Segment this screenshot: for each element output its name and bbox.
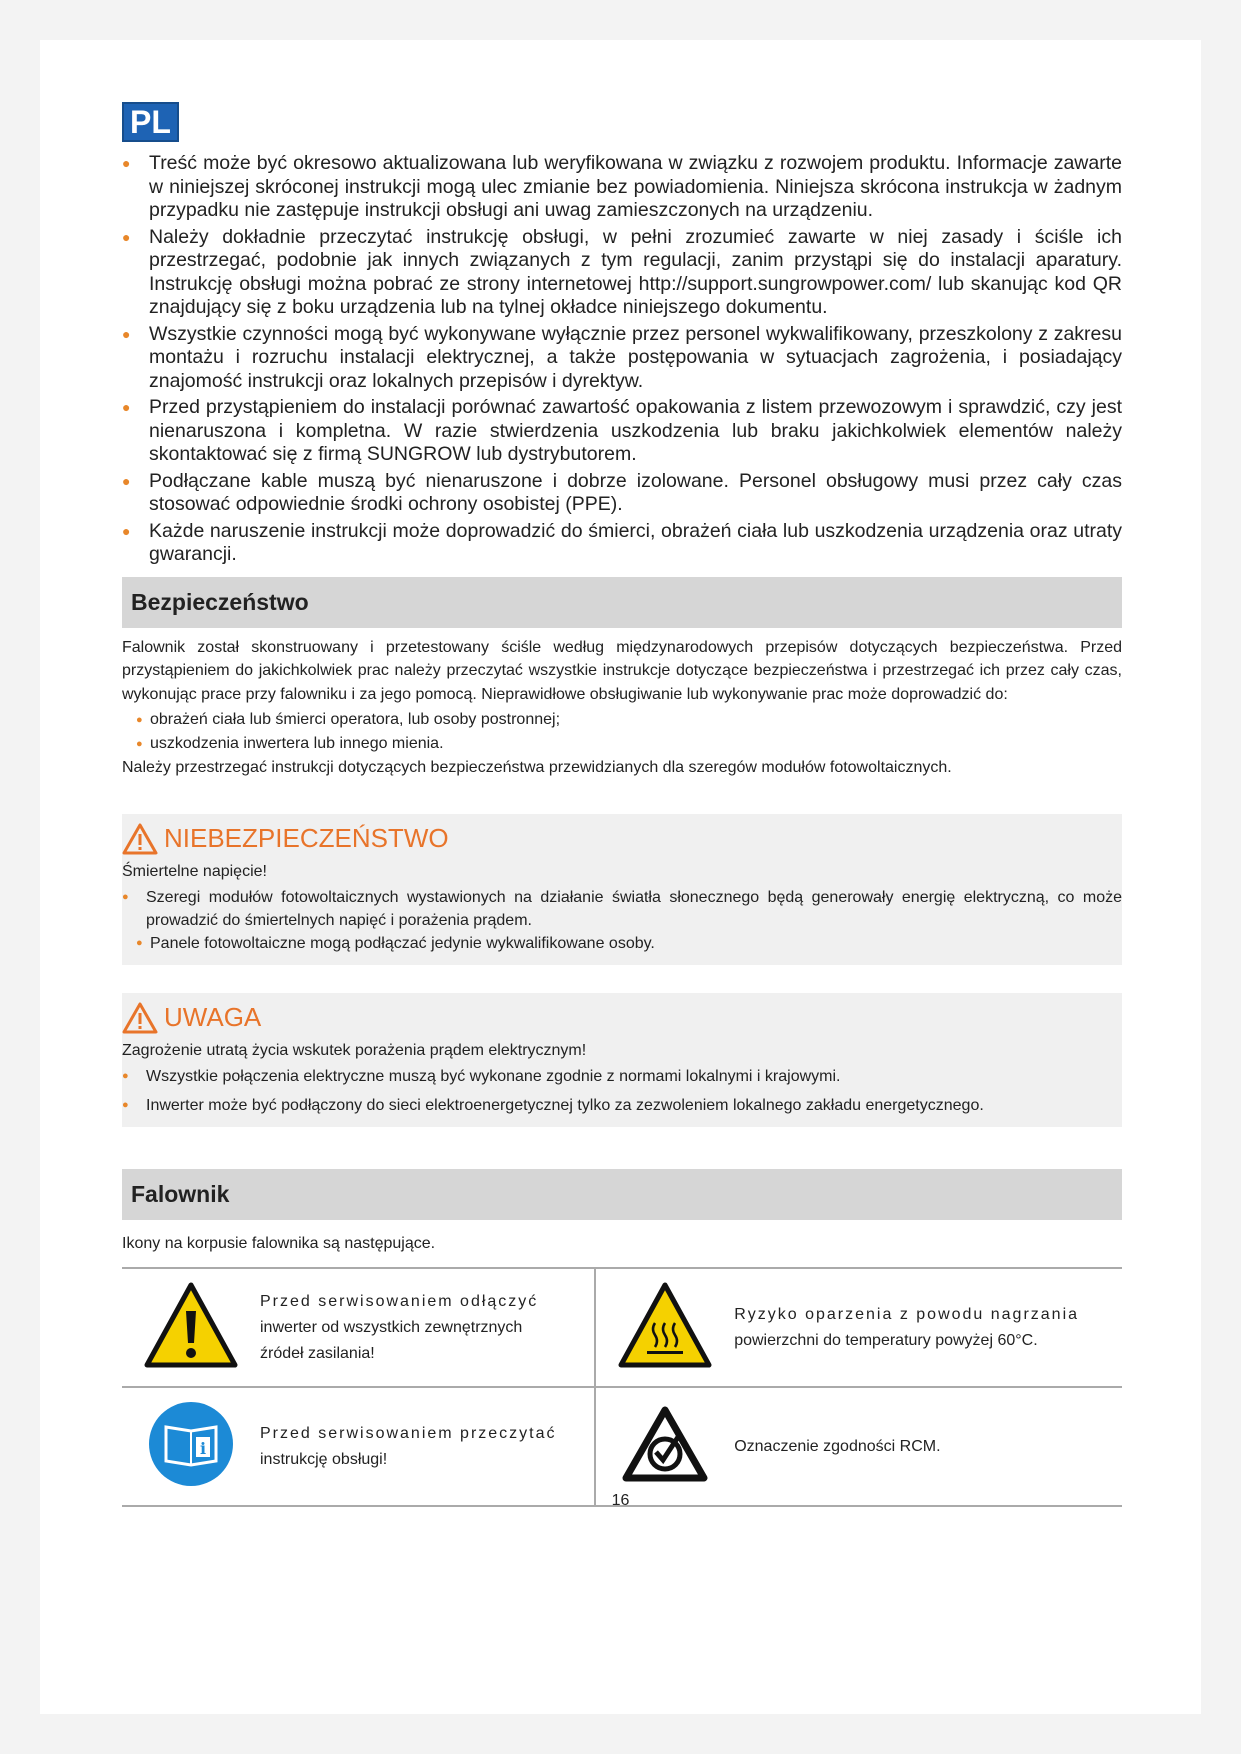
warning-sign-icon <box>143 1281 239 1369</box>
content <box>122 102 1122 1507</box>
inverter-icons-table <box>122 1267 1122 1507</box>
read-manual-icon <box>146 1399 236 1489</box>
caution-bullet: ● Inwerter może być podłączony do sieci elektroenergetycznej tylko za zezwoleniem lokalnego zakładu energetycznego. <box>122 1094 1122 1117</box>
danger-bullet: ● Panele fotowoltaiczne mogą podłączać jedynie wykwalifikowane osoby. <box>122 932 1122 955</box>
intro-bullet: ● Każde naruszenie instrukcji może doprowadzić do śmierci, obrażeń ciała lub uszkodzenia urządzenia oraz utraty gwarancji. <box>122 520 1122 567</box>
intro-bullet: ● Podłączane kable muszą być nienaruszone i dobrze izolowane. Personel obsługowy musi przez cały czas stosować odpowiednie środki ochrony osobistej (PPE). <box>122 470 1122 517</box>
icon-cell <box>122 1268 259 1387</box>
safety-bullet-list <box>122 708 1122 756</box>
danger-title-row <box>122 820 1122 858</box>
icon-description-line: Ryzyko oparzenia z powodu nagrzania <box>734 1305 1080 1323</box>
intro-bullet: ● Wszystkie czynności mogą być wykonywane wyłącznie przez personel wykwalifikowany, przeszkolony z zakresu montażu i rozruchu instalacji elektrycznej, a także postępowania w sytuacjach zagrożenia, i posiadający znajomość instrukcji oraz lokalnych przepisów i dyrektyw. <box>122 323 1122 394</box>
svg-text:i: i <box>199 1439 206 1458</box>
icon-description-line: instrukcję obsługi! <box>260 1450 388 1468</box>
caution-subtitle: Zagrożenie utratą życia wskutek porażenia prądem elektrycznym! <box>122 1041 587 1059</box>
danger-box <box>122 814 1122 965</box>
icon-description-line: Oznaczenie zgodności RCM. <box>734 1437 941 1455</box>
danger-bullet-list <box>122 886 1122 955</box>
danger-title: NIEBEZPIECZEŃSTWO <box>164 823 449 853</box>
caution-bullet: ● Wszystkie połączenia elektryczne muszą być wykonane zgodnie z normami lokalnymi i krajowymi. <box>122 1065 1122 1088</box>
icon-description <box>259 1268 595 1387</box>
icon-description-line: inwerter od wszystkich zewnętrznych <box>260 1318 523 1336</box>
caution-title-row <box>122 999 1122 1037</box>
page <box>40 40 1201 1714</box>
intro-bullet-list <box>122 152 1122 567</box>
table-row <box>122 1268 1122 1387</box>
safety-paragraph: Falownik został skonstruowany i przetestowany ściśle według międzynarodowych przepisów dotyczących bezpieczeństwa. Przed przystąpieniem do jakichkolwiek prac należy przeczytać wszystkie instrukcje dotyczące bezpieczeństwa i przestrzegać ich przez cały czas, wykonując prace przy falowniku i za jego pomocą. Nieprawidłowe obsługiwanie lub wykonywanie prac może doprowadzić do: <box>122 638 1122 703</box>
icon-description-line: Przed serwisowaniem odłączyć <box>260 1292 539 1310</box>
safety-bullet: ● uszkodzenia inwertera lub innego mienia. <box>122 732 1122 756</box>
icon-description <box>733 1268 1122 1387</box>
intro-bullet: ● Treść może być okresowo aktualizowana lub weryfikowana w związku z rozwojem produktu. Informacje zawarte w niniejszej skróconej instrukcji mogą ulec zmianie bez powiadomienia. Niniejsza skrócona instrukcja w żadnym przypadku nie zastępuje instrukcji obsługi ani uwag zamieszczonych na urządzeniu. <box>122 152 1122 223</box>
icon-cell <box>595 1268 733 1387</box>
icon-cell <box>595 1387 733 1506</box>
icon-description-line: powierzchni do temperatury powyżej 60°C. <box>734 1331 1038 1349</box>
icon-description <box>259 1387 595 1506</box>
icon-description-line: Przed serwisowaniem przeczytać <box>260 1424 557 1442</box>
intro-bullet: ● Należy dokładnie przeczytać instrukcję obsługi, w pełni zrozumieć zawarte w niej zasady i ściśle ich przestrzegać, podobnie jak innych związanych z tym regulacji, zanim przystąpi się do instalacji aparatury. Instrukcję obsługi można pobrać ze strony internetowej http://support.sungrowpower.com/ lub skanując kod QR znajdujący się z boku urządzenia lub na tylnej okładce niniejszego dokumentu. <box>122 226 1122 320</box>
caution-box <box>122 993 1122 1127</box>
danger-subtitle: Śmiertelne napięcie! <box>122 862 267 880</box>
icon-description <box>733 1387 1122 1506</box>
table-row <box>122 1387 1122 1506</box>
caution-bullet-list <box>122 1065 1122 1117</box>
hot-surface-icon <box>617 1281 713 1369</box>
warning-triangle-icon <box>122 1002 158 1034</box>
icon-description-line: źródeł zasilania! <box>260 1344 375 1362</box>
language-badge: PL <box>122 102 179 142</box>
caution-title: UWAGA <box>164 1002 262 1032</box>
rcm-mark-icon <box>620 1404 710 1484</box>
inverter-intro: Ikony na korpusie falownika są następujące. <box>122 1234 436 1252</box>
safety-bullet: ● obrażeń ciała lub śmierci operatora, lub osoby postronnej; <box>122 708 1122 732</box>
inverter-section-header: Falownik <box>122 1169 1122 1220</box>
page-number: 16 <box>611 1492 630 1509</box>
safety-section-header: Bezpieczeństwo <box>122 577 1122 628</box>
warning-triangle-icon <box>122 823 158 855</box>
safety-footer: Należy przestrzegać instrukcji dotyczących bezpieczeństwa przewidzianych dla szeregów modułów fotowoltaicznych. <box>122 759 952 776</box>
intro-bullet: ● Przed przystąpieniem do instalacji porównać zawartość opakowania z listem przewozowym i sprawdzić, czy jest nienaruszona i kompletna. W razie stwierdzenia uszkodzenia lub braku jakichkolwiek elementów należy skontaktować się z firmą SUNGROW lub dystrybutorem. <box>122 396 1122 467</box>
danger-bullet: ● Szeregi modułów fotowoltaicznych wystawionych na działanie światła słonecznego będą generowały energię elektryczną, co może prowadzić do śmiertelnych napięć i porażenia prądem. <box>122 886 1122 932</box>
icon-cell <box>122 1387 259 1506</box>
